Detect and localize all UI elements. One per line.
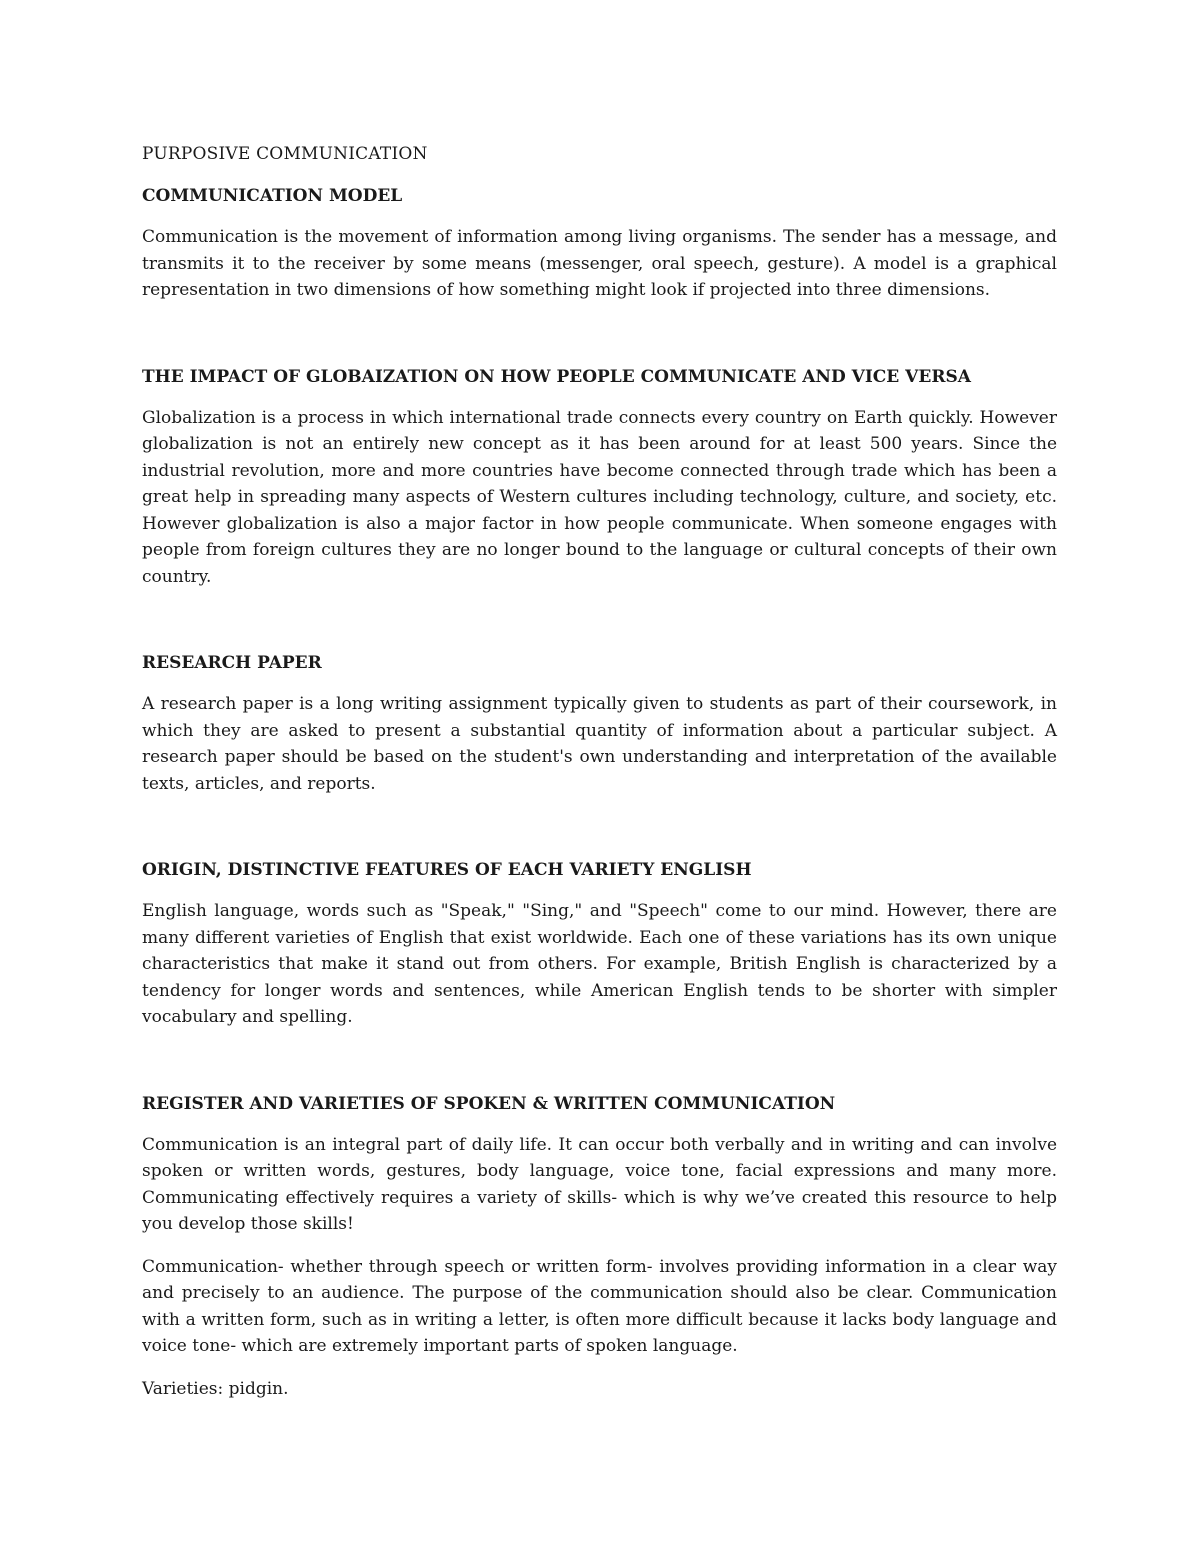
section-gap [142,320,1057,364]
section-heading: RESEARCH PAPER [142,653,322,673]
section-varieties-english [142,857,1057,1031]
section-paragraph: Communication- whether through speech or written form- involves providing information in a clear way and precisely to an audience. The purpose of the communication should also be clear. Communication with a written form, such as in writing a letter, is often more difficult because it lacks body language and voice tone- which are extremely important parts of spoken language. [142,1256,1057,1356]
section-paragraph: Globalization is a process in which international trade connects every country on Earth quickly. However globalization is not an entirely new concept as it has been around for at least 500 years. Since the industrial revolution, more and more countries have become connected through trade which has been a great help in spreading many aspects of Western cultures including technology, culture, and society, etc. However globalization is also a major factor in how people communicate. When someone engages with people from foreign cultures they are no longer bound to the language or cultural concepts of their own country. [142,407,1057,587]
section-paragraph: Varieties: pidgin. [142,1378,289,1399]
section-heading: COMMUNICATION MODEL [142,186,403,206]
section-paragraph: English language, words such as "Speak," "Sing," and "Speech" come to our mind. However, there are many different varieties of English that exist worldwide. Each one of these variations has its own unique characteristics that make it stand out from others. For example, British English is characterized by a tendency for longer words and sentences, while American English tends to be shorter with simpler vocabulary and spelling. [142,901,1057,1027]
section-heading: THE IMPACT OF GLOBAIZATION ON HOW PEOPLE COMMUNICATE AND VICE VERSA [142,366,971,387]
section-paragraph: Communication is an integral part of daily life. It can occur both verbally and in writing and can involve spoken or written words, gestures, body language, voice tone, facial expressions and many more. Communicating effectively requires a variety of skills- which is why we’ve created this resource to help you develop those skills! [142,1134,1057,1234]
section-heading: ORIGIN, DISTINCTIVE FEATURES OF EACH VARIETY ENGLISH [142,860,752,880]
section-gap [142,1047,1057,1091]
section-paragraph: A research paper is a long writing assignment typically given to students as part of their coursework, in which they are asked to present a substantial quantity of information about a particular subject. A research paper should be based on the student's own understanding and interpretation of the available texts, articles, and reports. [142,694,1057,794]
section-research-paper [142,650,1057,797]
section-gap [142,606,1057,650]
section-paragraph: Communication is the movement of information among living organisms. The sender has a message, and transmits it to the receiver by some means (messenger, oral speech, gesture). A model is a graphical representation in two dimensions of how something might look if projected into three dimensions. [142,227,1057,300]
section-globalization [142,364,1057,591]
section-register-varieties [142,1091,1057,1403]
section-heading: REGISTER AND VARIETIES OF SPOKEN & WRITTEN COMMUNICATION [142,1093,836,1114]
document-title: PURPOSIVE COMMUNICATION [142,144,428,164]
document-page [142,141,1057,1418]
section-communication-model [142,183,1057,304]
section-gap [142,813,1057,857]
